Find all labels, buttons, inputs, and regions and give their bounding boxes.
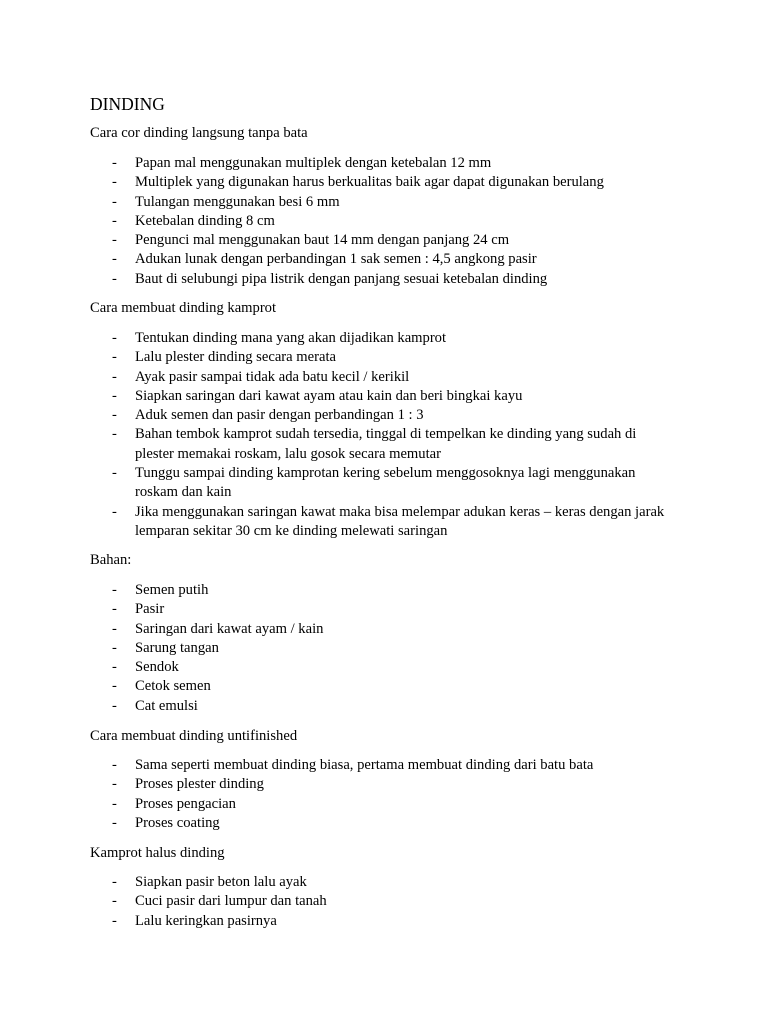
list-item bbox=[0, 814, 670, 833]
list-item-text: Siapkan saringan dari kawat ayam atau kain dan beri bingkai kayu bbox=[135, 387, 523, 404]
bullet-dash: - bbox=[112, 251, 117, 268]
list-item bbox=[0, 368, 670, 387]
list-item-text: Proses coating bbox=[135, 814, 220, 831]
bullet-dash: - bbox=[112, 776, 117, 793]
bullet-dash: - bbox=[112, 193, 117, 210]
bullet-dash: - bbox=[112, 212, 117, 229]
list-item bbox=[0, 154, 670, 173]
bullet-dash: - bbox=[112, 387, 117, 404]
list-item bbox=[0, 581, 670, 600]
bullet-dash: - bbox=[112, 426, 117, 443]
list-item bbox=[0, 173, 670, 192]
list-item bbox=[0, 270, 670, 289]
list-item-text: Papan mal menggunakan multiplek dengan ketebalan 12 mm bbox=[135, 155, 492, 171]
section-heading-untifinished: Cara membuat dinding untifinished bbox=[90, 728, 298, 744]
list-item-text: Siapkan pasir beton lalu ayak bbox=[135, 874, 307, 890]
list-item bbox=[0, 795, 670, 814]
bullet-dash: - bbox=[112, 757, 117, 773]
section-heading-cor-dinding: Cara cor dinding langsung tanpa bata bbox=[90, 125, 308, 141]
list-item-text: Baut di selubungi pipa listrik dengan panjang sesuai ketebalan dinding bbox=[135, 270, 548, 287]
list-item-text: Lalu keringkan pasirnya bbox=[135, 912, 277, 929]
list-item bbox=[0, 425, 670, 464]
list-item-text: Ketebalan dinding 8 cm bbox=[135, 212, 275, 229]
section-list-bahan bbox=[0, 581, 670, 716]
list-item-text: Tunggu sampai dinding kamprotan kering sebelum menggosoknya lagi menggunakan roskam dan kain bbox=[135, 465, 636, 501]
list-item bbox=[0, 231, 670, 250]
list-item bbox=[0, 658, 670, 677]
list-item bbox=[0, 250, 670, 269]
list-item-text: Sendok bbox=[135, 659, 179, 676]
bullet-dash: - bbox=[112, 601, 117, 618]
list-item bbox=[0, 503, 670, 542]
bullet-dash: - bbox=[112, 155, 117, 171]
bullet-dash: - bbox=[112, 407, 117, 424]
list-item bbox=[0, 775, 670, 794]
section-list-untifinished bbox=[0, 756, 670, 833]
bullet-dash: - bbox=[112, 912, 117, 929]
bullet-dash: - bbox=[112, 465, 117, 482]
bullet-dash: - bbox=[112, 893, 117, 910]
section-heading-kamprot-halus: Kamprot halus dinding bbox=[90, 845, 225, 861]
list-item bbox=[0, 464, 670, 503]
list-item bbox=[0, 329, 670, 348]
list-item-text: Aduk semen dan pasir dengan perbandingan 1 : 3 bbox=[135, 407, 424, 424]
list-item bbox=[0, 387, 670, 406]
list-item-text: Semen putih bbox=[135, 582, 209, 598]
list-item bbox=[0, 873, 670, 892]
bullet-dash: - bbox=[112, 620, 117, 637]
list-item bbox=[0, 620, 670, 639]
section-list-kamprot bbox=[0, 329, 670, 541]
bullet-dash: - bbox=[112, 270, 117, 287]
bullet-dash: - bbox=[112, 795, 117, 812]
list-item bbox=[0, 193, 670, 212]
list-item-text: Proses plester dinding bbox=[135, 776, 264, 793]
list-item bbox=[0, 348, 670, 367]
list-item-text: Cat emulsi bbox=[135, 697, 198, 714]
section-list-cor-dinding bbox=[0, 154, 670, 289]
bullet-dash: - bbox=[112, 330, 117, 346]
list-item-text: Bahan tembok kamprot sudah tersedia, tinggal di tempelkan ke dinding yang sudah di plester memakai roskam, lalu gosok secara memutar bbox=[135, 426, 637, 462]
list-item-text: Jika menggunakan saringan kawat maka bisa melempar adukan keras – keras dengan jarak lemparan sekitar 30 cm ke dinding melewati saringan bbox=[135, 503, 665, 539]
bullet-dash: - bbox=[112, 659, 117, 676]
list-item bbox=[0, 697, 670, 716]
list-item-text: Multiplek yang digunakan harus berkualitas baik agar dapat digunakan berulang bbox=[135, 174, 604, 191]
list-item-text: Ayak pasir sampai tidak ada batu kecil / kerikil bbox=[135, 368, 410, 385]
list-item-text: Proses pengacian bbox=[135, 795, 236, 812]
list-item bbox=[0, 212, 670, 231]
bullet-dash: - bbox=[112, 874, 117, 890]
list-item-text: Tulangan menggunakan besi 6 mm bbox=[135, 193, 340, 210]
section-list-kamprot-halus bbox=[0, 873, 670, 931]
section-heading-bahan: Bahan: bbox=[90, 552, 132, 568]
bullet-dash: - bbox=[112, 678, 117, 695]
bullet-dash: - bbox=[112, 697, 117, 714]
list-item-text: Tentukan dinding mana yang akan dijadikan kamprot bbox=[135, 330, 447, 346]
bullet-dash: - bbox=[112, 349, 117, 366]
bullet-dash: - bbox=[112, 368, 117, 385]
list-item-text: Adukan lunak dengan perbandingan 1 sak semen : 4,5 angkong pasir bbox=[135, 251, 537, 268]
list-item bbox=[0, 406, 670, 425]
bullet-dash: - bbox=[112, 503, 117, 520]
bullet-dash: - bbox=[112, 582, 117, 598]
list-item bbox=[0, 677, 670, 696]
bullet-dash: - bbox=[112, 814, 117, 831]
list-item bbox=[0, 912, 670, 931]
bullet-dash: - bbox=[112, 639, 117, 656]
list-item-text: Lalu plester dinding secara merata bbox=[135, 349, 336, 366]
list-item-text: Cuci pasir dari lumpur dan tanah bbox=[135, 893, 327, 910]
bullet-dash: - bbox=[112, 174, 117, 191]
section-heading-kamprot: Cara membuat dinding kamprot bbox=[90, 300, 277, 316]
list-item bbox=[0, 892, 670, 911]
list-item-text: Saringan dari kawat ayam / kain bbox=[135, 620, 324, 637]
document-title: DINDING bbox=[90, 94, 165, 114]
list-item-text: Pengunci mal menggunakan baut 14 mm dengan panjang 24 cm bbox=[135, 232, 510, 249]
list-item-text: Cetok semen bbox=[135, 678, 211, 695]
list-item bbox=[0, 600, 670, 619]
list-item-text: Sama seperti membuat dinding biasa, pertama membuat dinding dari batu bata bbox=[135, 757, 594, 773]
list-item-text: Sarung tangan bbox=[135, 639, 219, 656]
list-item bbox=[0, 756, 670, 775]
list-item bbox=[0, 639, 670, 658]
bullet-dash: - bbox=[112, 232, 117, 249]
list-item-text: Pasir bbox=[135, 601, 165, 618]
